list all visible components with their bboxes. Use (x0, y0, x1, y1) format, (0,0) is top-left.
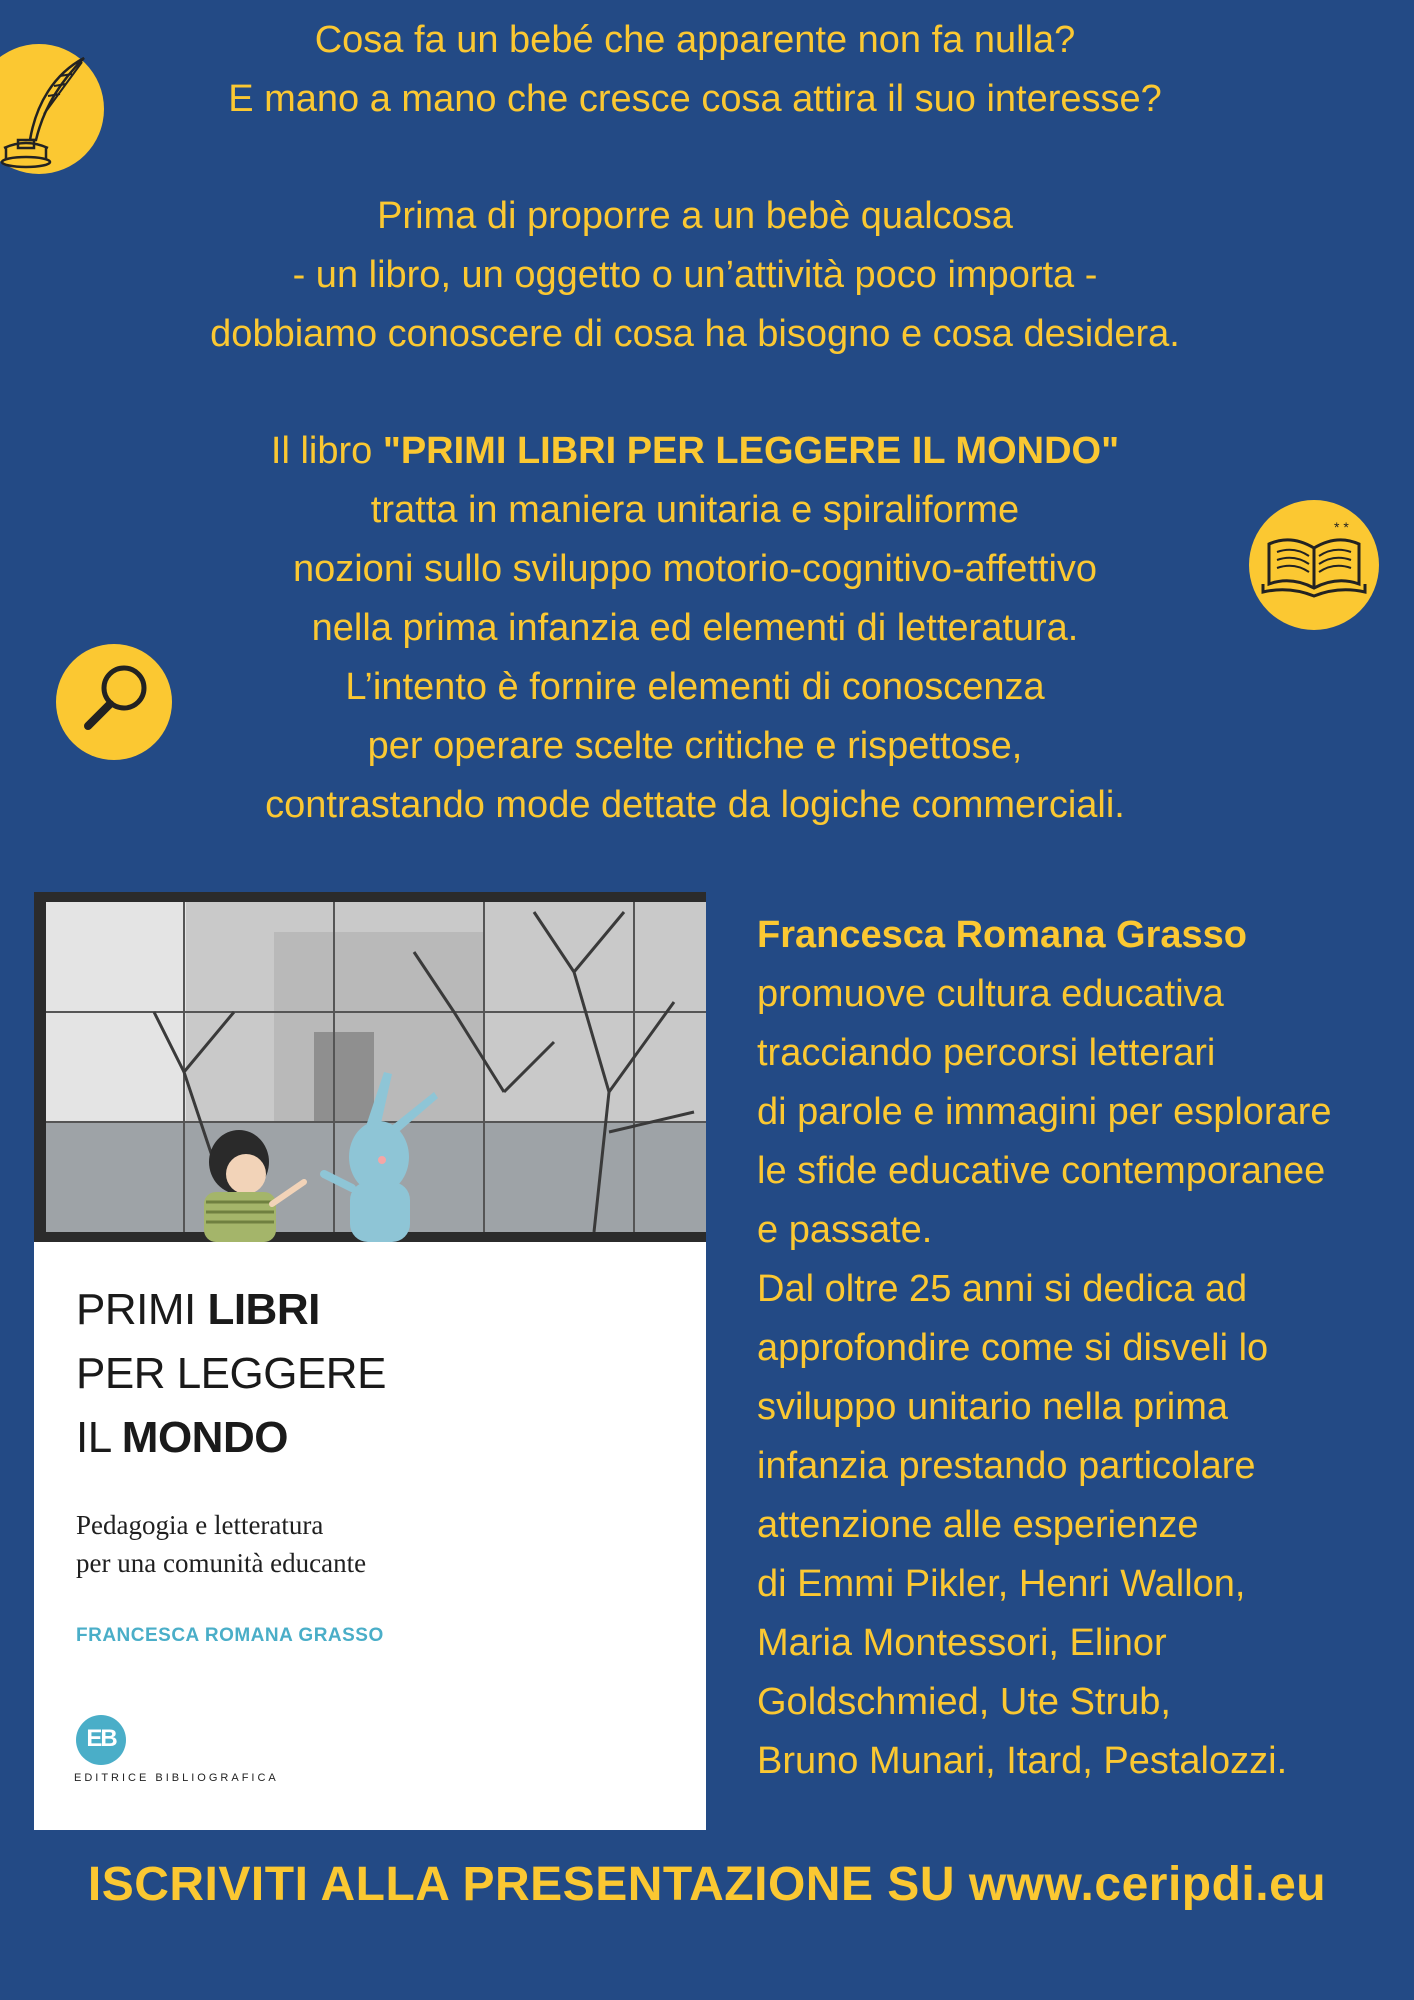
bio-line-1: promuove cultura educativa (757, 973, 1224, 1015)
book-intro-line (0, 422, 1390, 481)
description-line-4: L’intento è fornire elementi di conoscenza (345, 666, 1045, 708)
cover-title-il: IL (76, 1413, 122, 1462)
bio-line-14: Bruno Munari, Itard, Pestalozzi. (757, 1740, 1288, 1782)
publisher-logo (76, 1715, 126, 1765)
cover-title-mondo: MONDO (121, 1413, 288, 1462)
intro-premise-2: - un libro, un oggetto o un’attività poco importa - (292, 254, 1098, 296)
bio-line-7: approfondire come si disveli lo (757, 1327, 1269, 1369)
author-bio (757, 906, 1332, 1791)
bio-line-12: Maria Montessori, Elinor (757, 1622, 1167, 1664)
bio-line-8: sviluppo unitario nella prima (757, 1386, 1229, 1428)
intro-question-1: Cosa fa un bebé che apparente non fa nulla? (314, 19, 1076, 61)
description-line-6: contrastando mode dettate da logiche commerciali. (265, 784, 1125, 826)
cover-title-libri: LIBRI (207, 1285, 320, 1334)
cover-title-line-1 (76, 1278, 320, 1342)
description-line-5: per operare scelte critiche e rispettose, (367, 725, 1023, 767)
bio-line-10: attenzione alle esperienze (757, 1504, 1199, 1546)
bio-line-4: le sfide educative contemporanee (757, 1150, 1326, 1192)
cover-subtitle-2: per una comunità educante (76, 1548, 367, 1578)
registration-cta[interactable]: ISCRIVITI ALLA PRESENTAZIONE SU www.ceripdi.eu (87, 1858, 1327, 1911)
intro-premise-3: dobbiamo conoscere di cosa ha bisogno e cosa desidera. (210, 313, 1180, 355)
bio-line-3: di parole e immagini per esplorare (757, 1091, 1332, 1133)
book-cover (34, 892, 706, 1830)
bio-line-2: tracciando percorsi letterari (757, 1032, 1216, 1074)
svg-text:* *: * * (1334, 519, 1349, 535)
cover-title-primi: PRIMI (76, 1285, 208, 1334)
bio-line-6: Dal oltre 25 anni si dedica ad (757, 1268, 1248, 1310)
intro-premise-1: Prima di proporre a un bebè qualcosa (377, 195, 1013, 237)
book-intro-prefix: Il libro (270, 430, 383, 472)
bio-line-9: infanzia prestando particolare (757, 1445, 1256, 1487)
author-name: Francesca Romana Grasso (757, 914, 1248, 956)
description-line-2: nozioni sullo sviluppo motorio-cognitivo-affettivo (292, 548, 1098, 590)
publisher-logo-text: EB (86, 1725, 116, 1752)
cover-title-line-3 (76, 1406, 288, 1470)
book-title-quoted: "PRIMI LIBRI PER LEGGERE IL MONDO" (382, 430, 1120, 472)
bio-line-11: di Emmi Pikler, Henri Wallon, (757, 1563, 1246, 1605)
cover-illustration (34, 892, 706, 1242)
publisher-name: EDITRICE BIBLIOGRAFICA (74, 1772, 279, 1784)
cover-title-line-2: PER LEGGERE (76, 1349, 386, 1398)
description-line-1: tratta in maniera unitaria e spiraliforme (370, 489, 1020, 531)
cover-author: FRANCESCA ROMANA GRASSO (76, 1625, 384, 1646)
cover-subtitle-1: Pedagogia e letteratura (76, 1510, 324, 1540)
description-line-3: nella prima infanzia ed elementi di letteratura. (311, 607, 1079, 649)
bio-line-5: e passate. (757, 1209, 933, 1251)
intro-question-2: E mano a mano che cresce cosa attira il suo interesse? (228, 78, 1162, 120)
bio-line-13: Goldschmied, Ute Strub, (757, 1681, 1171, 1723)
